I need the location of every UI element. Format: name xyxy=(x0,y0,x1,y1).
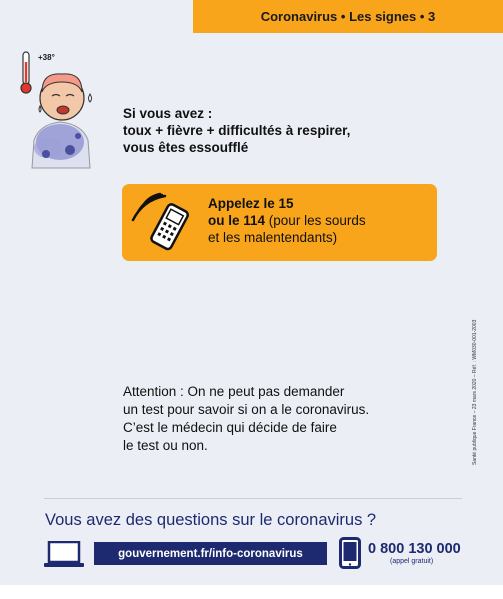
call-line-2-rest: (pour les sourds xyxy=(265,213,366,228)
hotline-number[interactable]: 0 800 130 000 xyxy=(368,541,461,557)
side-reference-note: Santé publique France – 23 mars 2020 – Réf. : WM030-001-2003 xyxy=(472,319,478,465)
attention-line: un test pour savoir si on a le coronavirus. xyxy=(123,402,370,417)
footer-question: Vous avez des questions sur le coronavirus ? xyxy=(45,511,377,529)
smartphone-icon xyxy=(339,537,361,569)
call-line-3: et les malentendants) xyxy=(208,230,338,245)
laptop-icon xyxy=(44,541,84,568)
hotline-note: (appel gratuit) xyxy=(390,558,434,565)
info-url-link[interactable] xyxy=(94,542,327,565)
mobile-phone-ringing-icon xyxy=(130,190,194,254)
call-instructions xyxy=(208,195,366,246)
symptoms-text xyxy=(123,105,443,156)
header-title: Coronavirus • Les signes • 3 xyxy=(260,9,436,24)
attention-line: C’est le médecin qui décide de faire xyxy=(123,420,337,435)
call-line-1: Appelez le 15 xyxy=(208,196,294,211)
temperature-label: +38° xyxy=(38,53,55,62)
info-url-text: gouvernement.fr/info-coronavirus xyxy=(118,547,303,560)
symptoms-line: vous êtes essoufflé xyxy=(123,140,249,155)
header-band xyxy=(193,0,503,33)
footer-divider xyxy=(44,498,462,499)
attention-line: Attention : On ne peut pas demander xyxy=(123,384,345,399)
symptoms-line: Si vous avez : xyxy=(123,106,213,121)
call-box xyxy=(122,184,437,261)
symptoms-line: toux + fièvre + difficultés à respirer, xyxy=(123,123,351,138)
attention-line: le test ou non. xyxy=(123,438,208,453)
attention-text xyxy=(123,383,453,455)
call-line-2-bold: ou le 114 xyxy=(208,213,266,228)
sick-person-thermometer-icon xyxy=(20,50,106,170)
